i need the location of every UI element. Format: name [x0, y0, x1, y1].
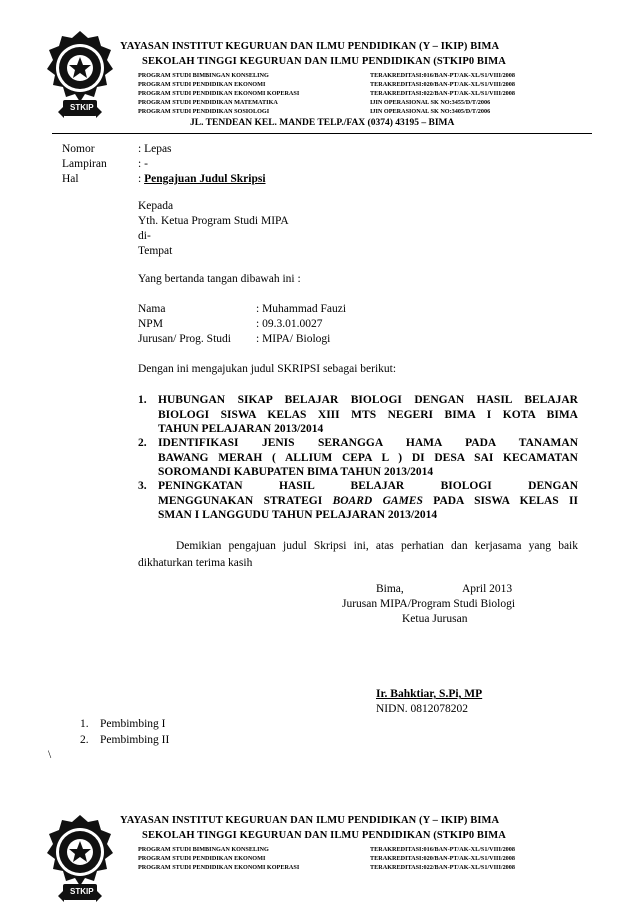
footer-program-status-1: TERAKREDITASI:016/BAN-PT/AK-XL/S1/VIII/2008 — [370, 846, 515, 853]
program-name-3: PROGRAM STUDI PENDIDIKAN EKONOMI KOPERASI — [138, 90, 300, 97]
title-line — [158, 494, 578, 509]
footer-program-name-3: PROGRAM STUDI PENDIDIKAN EKONOMI KOPERASI — [138, 864, 300, 871]
recipient-line-1: Kepada — [138, 200, 174, 212]
signatory-nidn: NIDN. 0812078202 — [376, 703, 468, 715]
title-number: 2. — [138, 437, 147, 449]
title-line: SOROMANDI KABUPATEN BIMA TAHUN 2013/2014 — [158, 466, 434, 478]
nama-value: : Muhammad Fauzi — [256, 303, 347, 315]
logo-text: STKIP — [70, 103, 94, 112]
title-item-1 — [138, 393, 578, 437]
footer-program-status-2: TERAKREDITASI:020/BAN-PT/AK-XL/S1/VIII/2008 — [370, 855, 515, 862]
hal-label: Hal — [62, 173, 79, 185]
title-number: 3. — [138, 480, 147, 492]
recipient-line-4: Tempat — [138, 245, 173, 257]
title-line: SMAN I LANGGUDU TAHUN PELAJARAN 2013/2014 — [158, 509, 438, 521]
title-line-part: MENGGUNAKAN STRATEGI — [158, 494, 333, 507]
program-status-3: TERAKREDITASI:022/BAN-PT/AK-XL/S1/VIII/2008 — [370, 90, 515, 97]
supervisor-number: 1. — [80, 718, 89, 730]
signatory-name: Ir. Bahktiar, S.Pi, MP — [376, 688, 483, 700]
lampiran-value: : - — [138, 158, 148, 170]
stray-mark: \ — [48, 749, 52, 761]
logo-emblem-icon — [44, 28, 116, 128]
title-line: BIOLOGI SISWA KELAS XIII MTS NEGERI BIMA I KOTA BIMA — [158, 408, 578, 421]
hal-value — [138, 173, 266, 185]
footer-program-status-3: TERAKREDITASI:022/BAN-PT/AK-XL/S1/VIII/2008 — [370, 864, 515, 871]
institution-address: JL. TENDEAN KEL. MANDE TELP./FAX (0374) 43195 – BIMA — [190, 118, 455, 128]
jurusan-label: Jurusan/ Prog. Studi — [138, 333, 231, 345]
nomor-label: Nomor — [62, 143, 95, 155]
jurusan-value: : MIPA/ Biologi — [256, 333, 331, 345]
footer-college-name: SEKOLAH TINGGI KEGURUAN DAN ILMU PENDIDIKAN (STKIP0 BIMA — [142, 830, 506, 841]
signature-place: Bima, — [376, 583, 404, 595]
title-item-2 — [138, 436, 578, 480]
title-line: PENINGKATAN HASIL BELAJAR BIOLOGI DENGAN — [158, 480, 578, 492]
title-number: 1. — [138, 394, 147, 406]
nomor-value: : Lepas — [138, 143, 172, 155]
signature-role: Ketua Jurusan — [402, 613, 468, 625]
institution-logo-footer — [44, 812, 116, 903]
college-name: SEKOLAH TINGGI KEGURUAN DAN ILMU PENDIDIKAN (STKIP0 BIMA — [142, 56, 506, 67]
institution-logo — [44, 28, 116, 128]
title-line-emphasis: BOARD GAMES — [332, 494, 423, 507]
title-line: BAWANG MERAH ( ALLIUM CEPA L ) DI DESA SAI KECAMATAN — [158, 451, 578, 464]
closing-text: Demikian pengajuan judul Skripsi ini, atas perhatian dan kerjasama yang baik dikhaturkan terima kasih — [138, 540, 578, 569]
supervisor-label: Pembimbing I — [100, 718, 166, 730]
title-line: HUBUNGAN SIKAP BELAJAR BIOLOGI DENGAN HASIL BELAJAR — [158, 394, 578, 406]
recipient-line-2: Yth. Ketua Program Studi MIPA — [138, 215, 289, 227]
program-status-1: TERAKREDITASI:016/BAN-PT/AK-XL/S1/VIII/2008 — [370, 72, 515, 79]
npm-label: NPM — [138, 318, 163, 330]
intro-text: Yang bertanda tangan dibawah ini : — [138, 273, 301, 285]
program-name-2: PROGRAM STUDI PENDIDIKAN EKONOMI — [138, 81, 266, 88]
npm-value: : 09.3.01.0027 — [256, 318, 323, 330]
title-line-part: PADA SISWA KELAS II — [422, 494, 579, 507]
footer-foundation-name: YAYASAN INSTITUT KEGURUAN DAN ILMU PENDIDIKAN (Y – IKIP) BIMA — [120, 815, 500, 826]
program-name-5: PROGRAM STUDI PENDIDIKAN SOSIOLOGI — [138, 108, 270, 115]
signature-date: April 2013 — [462, 583, 513, 595]
logo-text: STKIP — [70, 887, 94, 896]
subject-text: Pengajuan Judul Skripsi — [144, 173, 266, 185]
lampiran-label: Lampiran — [62, 158, 107, 170]
foundation-name: YAYASAN INSTITUT KEGURUAN DAN ILMU PENDIDIKAN (Y – IKIP) BIMA — [120, 41, 500, 52]
program-name-1: PROGRAM STUDI BIMBINGAN KONSELING — [138, 72, 269, 79]
nama-label: Nama — [138, 303, 166, 315]
footer-program-name-1: PROGRAM STUDI BIMBINGAN KONSELING — [138, 846, 269, 853]
program-status-4: IJIN OPERASIONAL SK NO:3455/D/T/2006 — [370, 99, 491, 106]
signature-department: Jurusan MIPA/Program Studi Biologi — [342, 598, 516, 610]
program-status-5: IJIN OPERASIONAL SK NO:3405/D/T/2006 — [370, 108, 491, 115]
program-status-2: TERAKREDITASI:020/BAN-PT/AK-XL/S1/VIII/2008 — [370, 81, 515, 88]
footer-program-name-2: PROGRAM STUDI PENDIDIKAN EKONOMI — [138, 855, 266, 862]
hal-colon: : — [138, 173, 145, 185]
supervisor-number: 2. — [80, 734, 89, 746]
closing-paragraph — [138, 538, 578, 572]
proposal-intro: Dengan ini mengajukan judul SKRIPSI sebagai berikut: — [138, 363, 397, 375]
title-item-3 — [138, 479, 578, 523]
recipient-line-3: di- — [138, 230, 151, 242]
title-line: TAHUN PELAJARAN 2013/2014 — [158, 423, 324, 435]
program-name-4: PROGRAM STUDI PENDIDIKAN MATEMATIKA — [138, 99, 278, 106]
letterhead-divider — [52, 133, 592, 134]
title-line: IDENTIFIKASI JENIS SERANGGA HAMA PADA TANAMAN — [158, 437, 578, 449]
supervisor-label: Pembimbing II — [100, 734, 170, 746]
